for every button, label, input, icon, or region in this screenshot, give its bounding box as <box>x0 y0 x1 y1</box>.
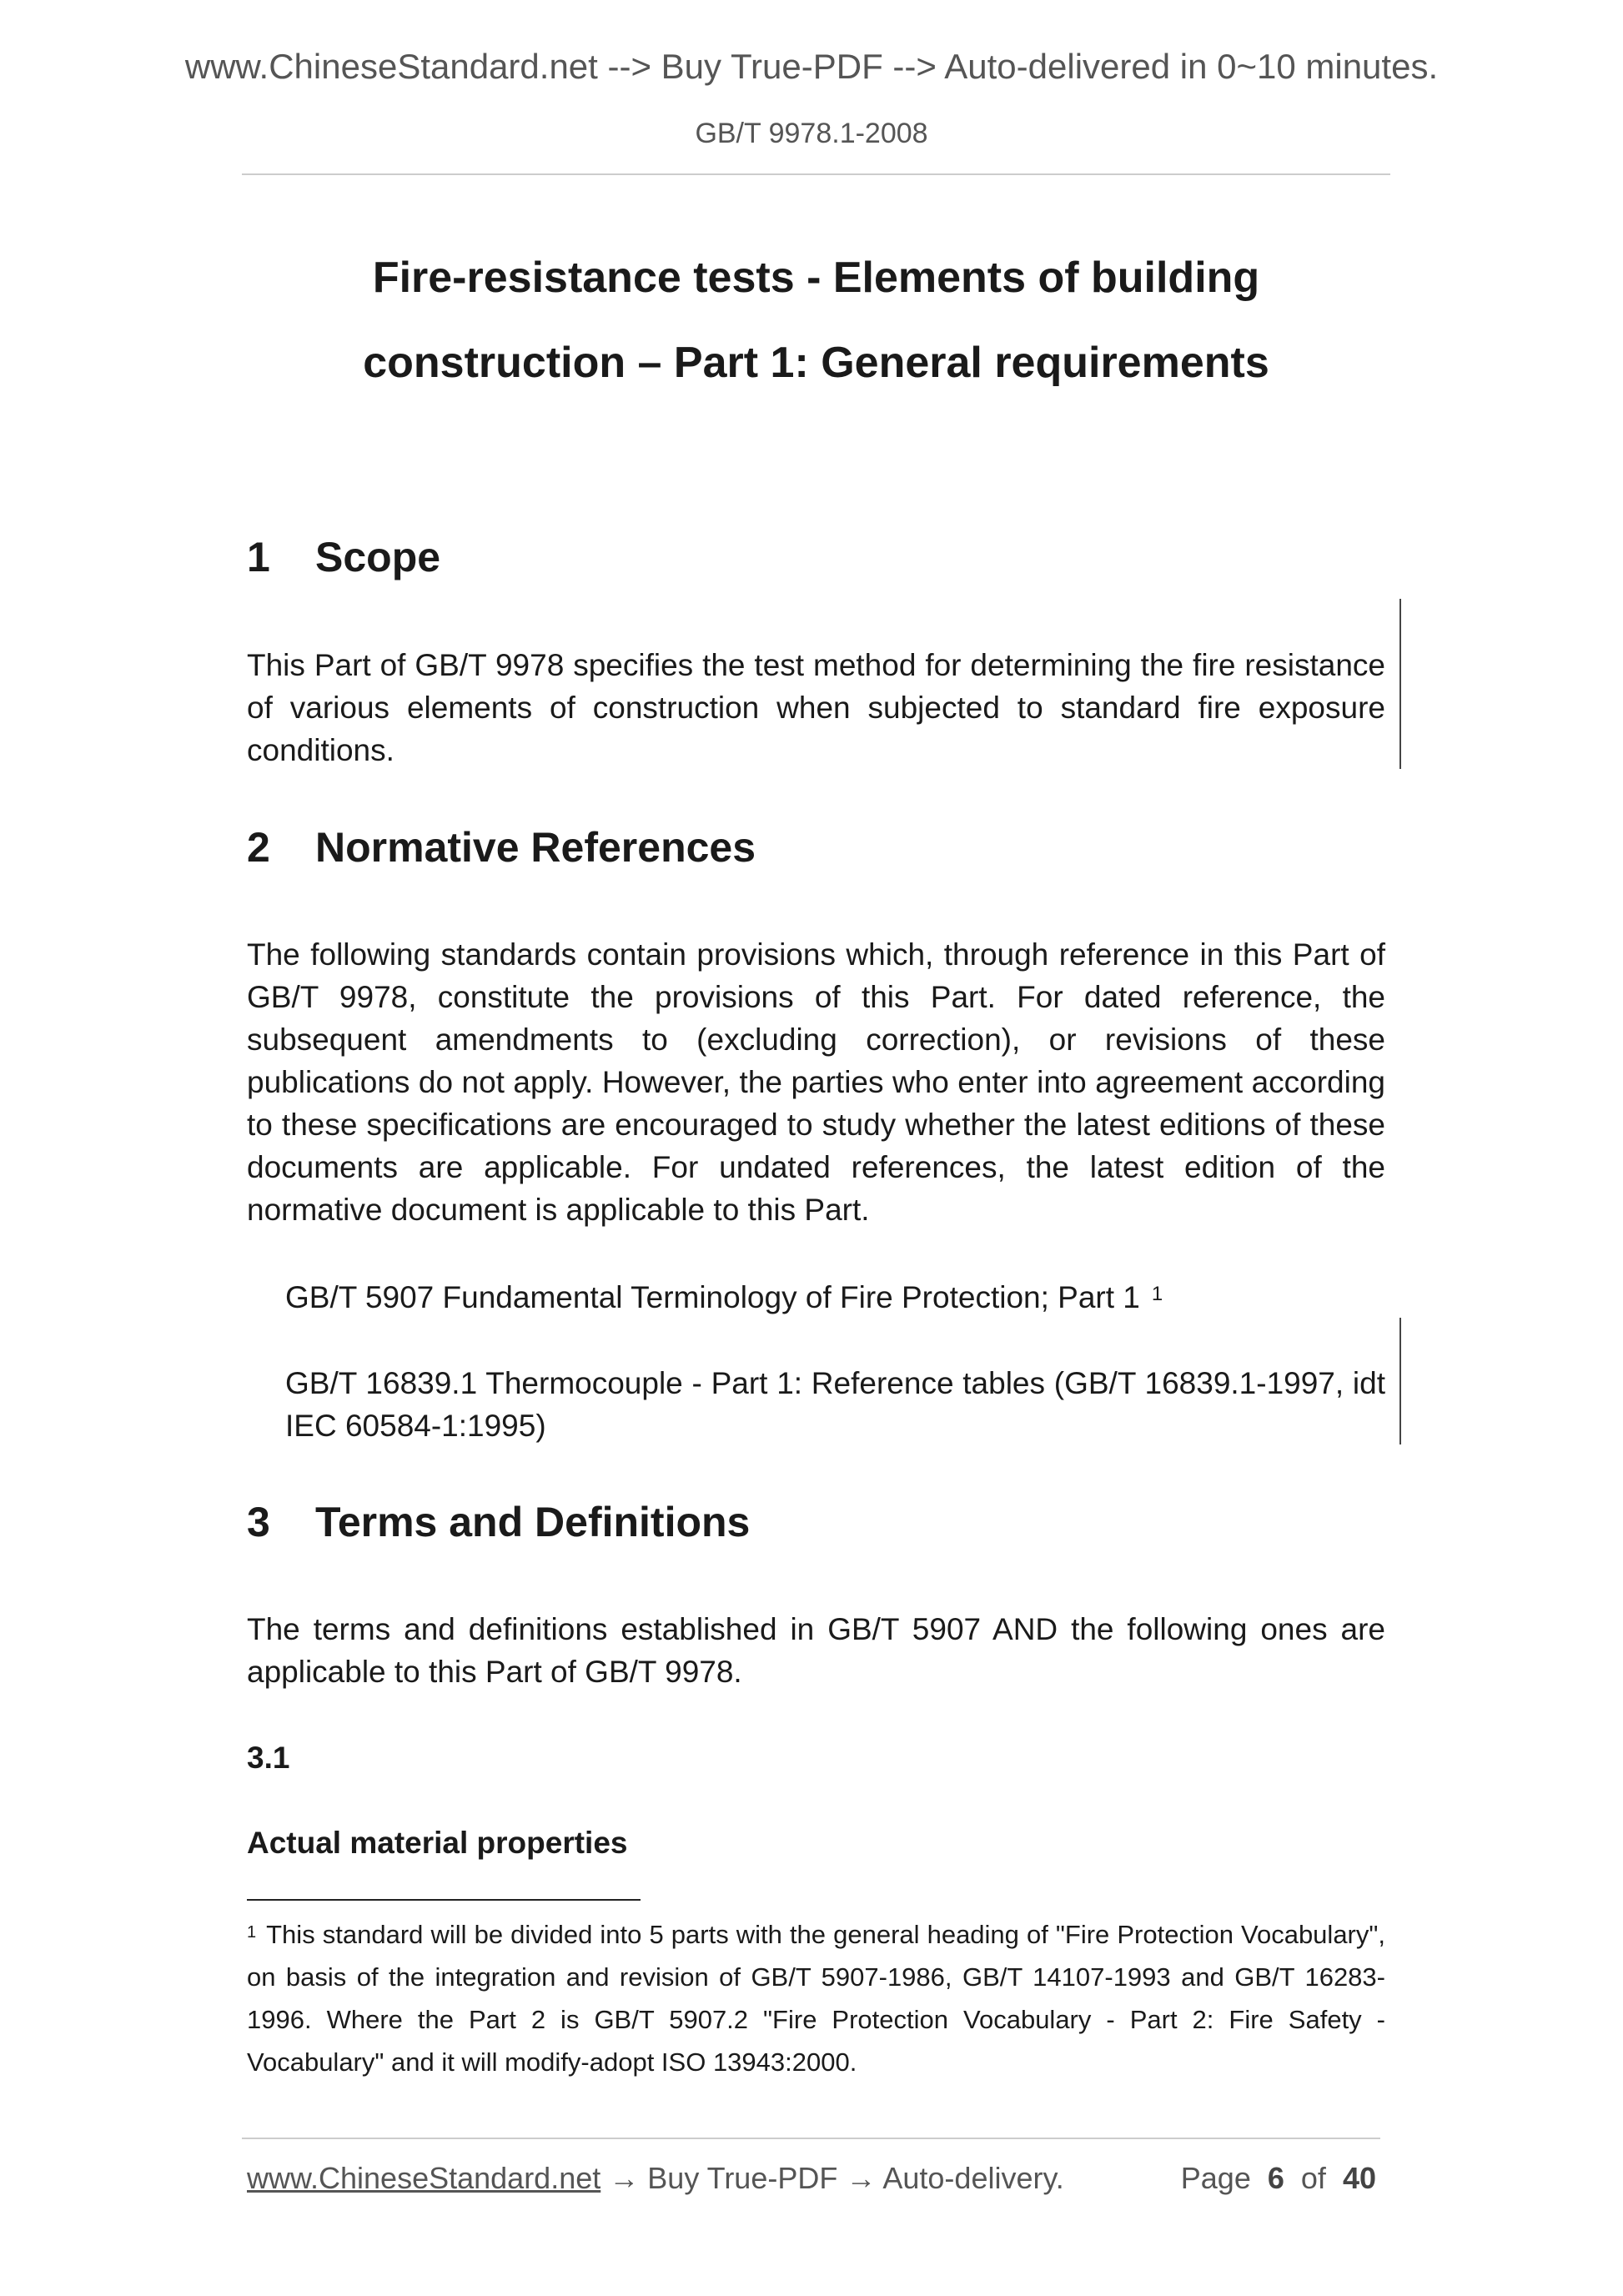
footnote <box>247 1913 1385 2083</box>
change-bar <box>1399 1318 1401 1444</box>
reference-item: GB/T 16839.1 Thermocouple - Part 1: Reference tables (GB/T 16839.1-1997, idt IEC 60584-1:1995) <box>285 1366 1385 1443</box>
clause-title: Actual material properties <box>247 1826 628 1860</box>
section-3-heading <box>247 1495 750 1549</box>
reference-text: GB/T 5907 Fundamental Terminology of Fire Protection; Part 1 <box>285 1280 1140 1314</box>
terms-paragraph: The terms and definitions established in GB/T 5907 AND the following ones are applicable to this Part of GB/T 9978. <box>247 1612 1385 1689</box>
header-divider <box>242 173 1390 175</box>
arrow-right-icon: → <box>609 2161 640 2195</box>
normative-paragraph: The following standards contain provisions which, through reference in this Part of GB/T 9978, constitute the provisions of this Part. For dated reference, the subsequent amendments to (excluding correction), or revisions of these publications do not apply. However, the parties who enter into agreement according to these specifications are encouraged to study whether the latest editions of these documents are applicable. For undated references, the latest edition of the normative document is applicable to this Part. <box>247 937 1385 1227</box>
footnote-rule <box>247 1899 641 1901</box>
title-line-2: construction – Part 1: General requirements <box>363 339 1269 387</box>
site-banner: www.ChineseStandard.net --> Buy True-PDF --> Auto-delivered in 0~10 minutes. <box>184 47 1439 86</box>
page-footer <box>247 2158 1376 2198</box>
page-number <box>1181 2158 1376 2198</box>
footnote-mark: 1 <box>247 1923 257 1942</box>
section-number: 1 <box>247 534 270 580</box>
page-label: Page <box>1180 2161 1251 2195</box>
standard-code: GB/T 9978.1-2008 <box>695 118 928 149</box>
total-pages: 40 <box>1342 2161 1376 2195</box>
footnote-marker[interactable]: 1 <box>1151 1283 1163 1305</box>
clause-number: 3.1 <box>247 1741 290 1775</box>
section-title: Scope <box>315 534 441 580</box>
title-line-1: Fire-resistance tests - Elements of building <box>372 254 1260 302</box>
footer-buy-text: Buy True-PDF <box>647 2161 838 2195</box>
footer-divider <box>242 2138 1380 2139</box>
section-1-heading <box>247 530 440 584</box>
of-label: of <box>1300 2161 1326 2195</box>
section-number: 2 <box>247 824 270 871</box>
section-title: Normative References <box>315 824 756 871</box>
change-bar <box>1399 599 1401 769</box>
scope-paragraph: This Part of GB/T 9978 specifies the test method for determining the fire resistance of various elements of construction when subjected to standard fire exposure conditions. <box>247 648 1385 767</box>
section-number: 3 <box>247 1499 270 1545</box>
section-title: Terms and Definitions <box>315 1499 751 1545</box>
current-page: 6 <box>1267 2161 1284 2195</box>
footer-site-link[interactable]: www.ChineseStandard.net <box>247 2161 601 2195</box>
reference-item <box>285 1276 1385 1319</box>
arrow-right-icon: → <box>846 2161 877 2195</box>
section-2-heading <box>247 821 756 874</box>
footer-delivery-text: Auto-delivery. <box>882 2161 1064 2195</box>
footnote-text: This standard will be divided into 5 parts with the general heading of "Fire Protection Vocabulary", on basis of the integration and revision of GB/T 5907-1986, GB/T 14107-1993 and GB/T 16283-1996. Where the Part 2 is GB/T 5907.2 "Fire Protection Vocabulary - Part 2: Fire Safety - Vocabulary" and it will modify-adopt ISO 13943:2000. <box>247 1920 1385 2077</box>
document-title <box>242 235 1390 405</box>
